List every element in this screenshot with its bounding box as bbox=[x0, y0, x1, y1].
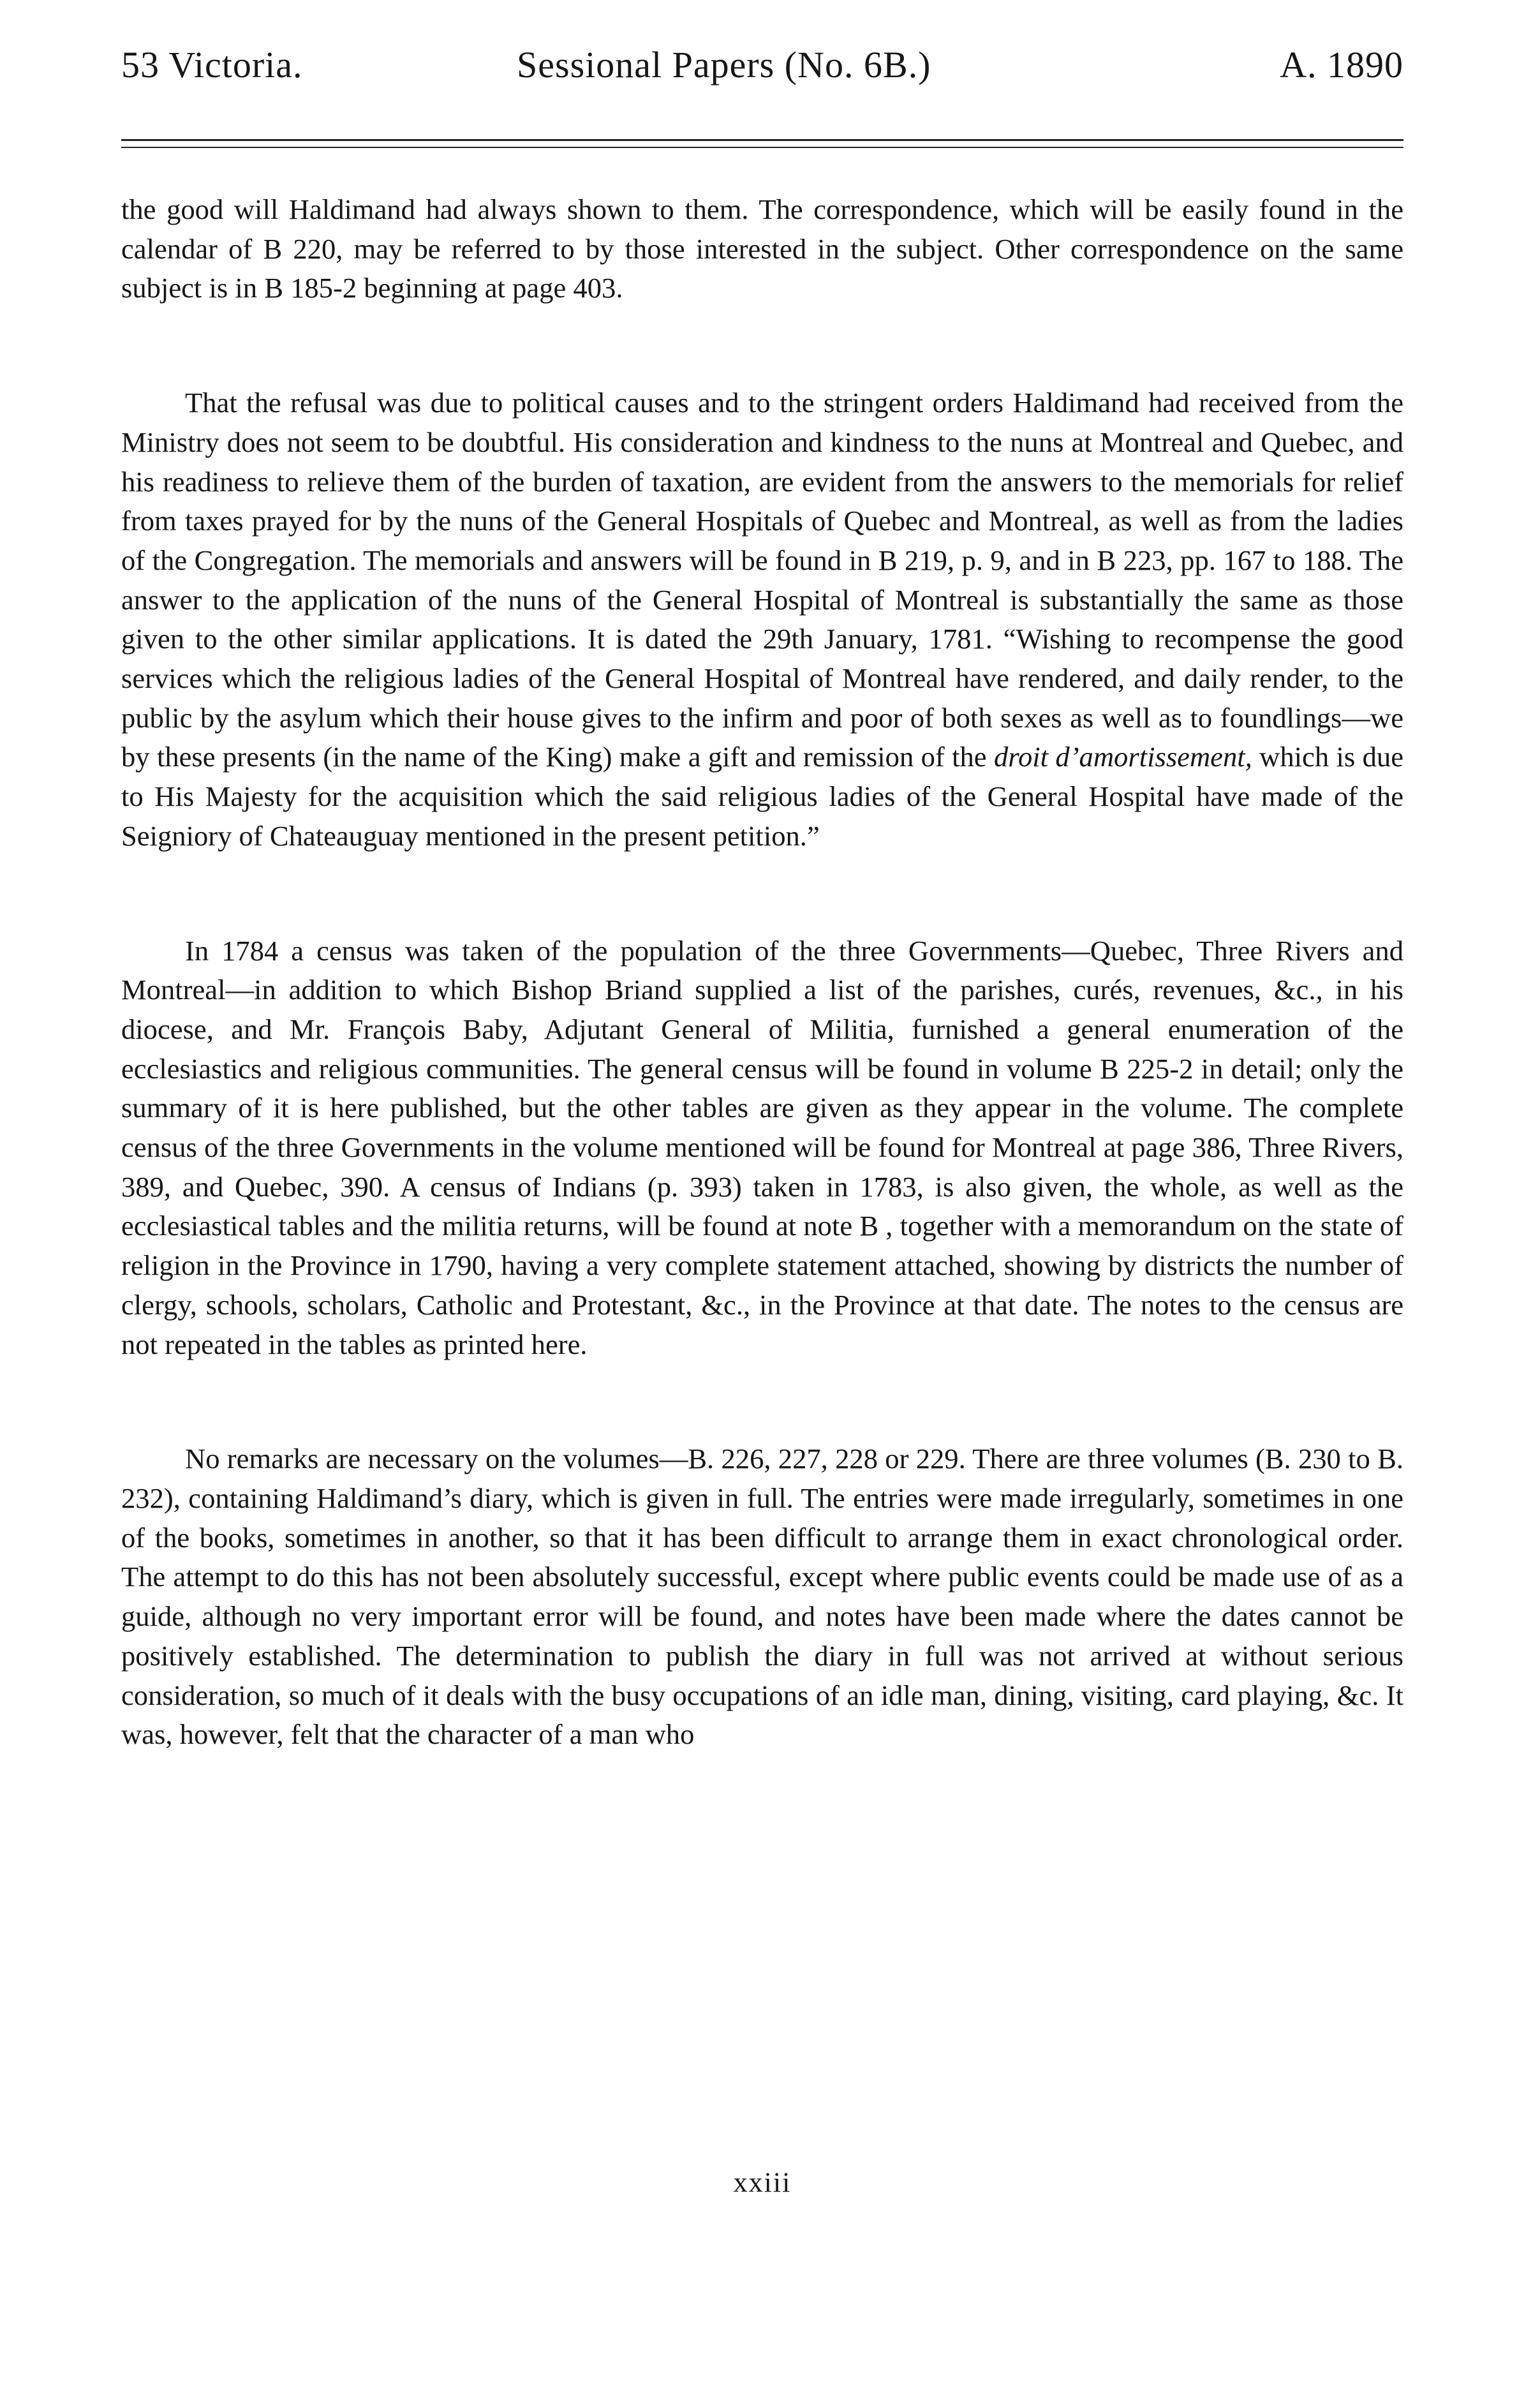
header-title: Sessional Papers (No. 6B.) bbox=[517, 44, 931, 85]
body-text bbox=[121, 190, 1403, 1755]
running-header bbox=[121, 26, 1403, 96]
paragraph-continuation: the good will Haldimand had always shown to them. The correspondence, which will be easily found in the calendar of B 220, may be referred to by those interested in the subject. Other correspondence on the same subject is in B 185-2 beginning at page 403. bbox=[121, 193, 1403, 304]
paragraph-diary: No remarks are necessary on the volumes—B. 226, 227, 228 or 229. There are three volumes (B. 230 to B. 232), containing Haldimand’s diary, which is given in full. The entries were made irregularly, sometimes in one of the books, sometimes in another, so that it has been difficult to arrange them in exact chronological order. The attempt to do this has not been absolutely successful, except where public events could be made use of as a guide, although no very important error will be found, and notes have been made where the dates cannot be positively established. The determination to publish the diary in full was not arrived at without serious consideration, so much of it deals with the busy occupations of an idle man, dining, visiting, card playing, &c. It was, however, felt that the character of a man who bbox=[121, 1443, 1403, 1751]
paragraph-census: In 1784 a census was taken of the population of the three Governments—Quebec, Three Rivers and Montreal—in addition to which Bishop Briand supplied a list of the parishes, curés, revenues, &c., in his diocese, and Mr. François Baby, Adjutant General of Militia, furnished a general enumeration of the ecclesiastics and religious communities. The general census will be found in volume B 225-2 in detail; only the summary of it is here published, but the other tables are given as they appear in the volume. The complete census of the three Governments in the volume mentioned will be found for Montreal at page 386, Three Rivers, 389, and Quebec, 390. A census of Indians (p. 393) taken in 1783, is also given, the whole, as well as the ecclesiastical tables and the militia returns, will be found at note B , together with a memorandum on the state of religion in the Province in 1790, having a very complete statement attached, showing by districts the number of clergy, schools, scholars, Catholic and Protestant, &c., in the Province at that date. The notes to the census are not repeated in the tables as printed here. bbox=[121, 934, 1403, 1360]
header-rule-top bbox=[121, 139, 1403, 141]
paragraph-refusal-ending: which is due to His Majesty for the acquisition which the said religious ladies of the General Hospital have made of the Seigniory of Chateauguay mentioned in the present petition.” bbox=[121, 741, 1403, 852]
header-rule-bottom bbox=[121, 147, 1403, 148]
paragraph-refusal-text: That the refusal was due to political causes and to the stringent orders Haldimand had received from the Ministry does not seem to be doubtful. His consideration and kindness to the nuns at Montreal and Quebec, and his readiness to relieve them of the burden of taxation, are evident from the answers to the memorials for relief from taxes prayed for by the nuns of the General Hospitals of Quebec and Montreal, as well as from the ladies of the Congregation. The memorials and answers will be found in B 219, p. 9, and in B 223, pp. 167 to 188. The answer to the application of the nuns of the General Hospital of Montreal is substantially the same as those given to the other similar applications. It is dated the 29th January, 1781. “Wishing to recompense the good services which the religious ladies of the General Hospital of Montreal have rendered, and daily render, to the public by the asylum which their house gives to the infirm and poor of both sexes as well as to foundlings—we by these presents (in the name of the King) make a gift and remission of the bbox=[121, 387, 1403, 773]
paragraph-refusal bbox=[121, 383, 1403, 856]
italic-term: droit d’amortissement, bbox=[993, 741, 1252, 773]
page-number: xxiii bbox=[733, 2167, 792, 2198]
document-page bbox=[121, 26, 1403, 2373]
header-year: A. 1890 bbox=[1280, 44, 1403, 85]
header-volume: 53 Victoria. bbox=[121, 44, 303, 85]
